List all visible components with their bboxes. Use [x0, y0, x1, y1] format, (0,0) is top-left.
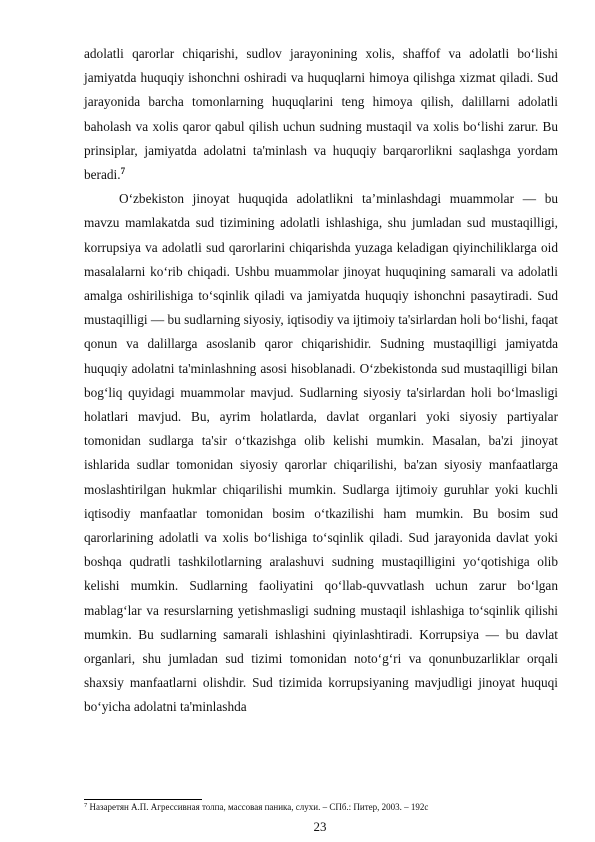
footnote — [84, 801, 558, 813]
footnote-separator — [84, 799, 202, 800]
footnote-reference: 7 — [120, 166, 126, 177]
paragraph-1 — [84, 42, 558, 187]
footnote-text: Назаретян А.П. Агрессивная толпа, массовая паника, слухи. – СПб.: Питер, 2003. – 192с — [89, 802, 429, 812]
paragraph-2: O‘zbekiston jinoyat huquqida adolatlikni ta’minlashdagi muammolar — bu mavzu mamlakatda sud tizimining adolatli ishlashiga, shu jumladan sud mustaqilligi, korrupsiya va adolatli sud qarorlarini chiqarishda yuzaga keladigan qiyinchiliklarga oid masalalarni ko‘rib chiqadi. Ushbu muammolar jinoyat huquqining samarali va adolatli amalga oshirilishiga to‘sqinlik qiladi va jamiyatda huquqiy ishonchni pasaytiradi. Sud mustaqilligi — bu sudlarning siyosiy, iqtisodiy va ijtimoiy ta'sirlardan holi bo‘lishi, faqat qonun va dalillarga asoslanib qaror chiqarishidir. Sudning mustaqilligi jamiyatda huquqiy adolatni ta'minlashning asosi hisoblanadi. O‘zbekistonda sud mustaqilligi bilan bog‘liq quyidagi muammolar mavjud. Sudlarning siyosiy ta'sirlardan holi bo‘lmasligi holatlari mavjud. Bu, ayrim holatlarda, davlat organlari yoki siyosiy partiyalar tomonidan sudlarga ta'sir o‘tkazishga olib kelishi mumkin. Masalan, ba'zi jinoyat ishlarida sudlar tomonidan siyosiy qarorlar chiqarilishi, ba'zan siyosiy manfaatlarga moslashtirilgan hukmlar chiqarilishi mumkin. Sudlarga ijtimoiy guruhlar yoki kuchli iqtisodiy manfaatlar tomonidan bosim o‘tkazilishi ham mumkin. Bu bosim sud qarorlarining adolatli va xolis bo‘lishiga to‘sqinlik qiladi. Sud jarayonida davlat yoki boshqa qudratli tashkilotlarning aralashuvi sudning mustaqilligini yo‘qotishiga olib kelishi mumkin. Sudlarning faoliyatini qo‘llab-quvvatlash uchun zarur bo‘lgan mablag‘lar va resurslarning yetishmasligi sudning mustaqil ishlashiga to‘sqinlik qilishi mumkin. Bu sudlarning samarali ishlashini qiyinlashtiradi. Korrupsiya — bu davlat organlari, shu jumladan sud tizimi tomonidan noto‘g‘ri va qonunbuzarliklar orqali shaxsiy manfaatlarni olishdir. Sud tizimida korrupsiyaning mavjudligi jinoyat huquqi bo‘yicha adolatni ta'minlashda — [84, 191, 558, 715]
paragraph-1-text: adolatli qarorlar chiqarishi, sudlov jarayonining xolis, shaffof va adolatli bo‘lishi jamiyatda huquqiy ishonchni oshiradi va huquqlarni himoya qilishga xizmat qiladi. Sud jarayonida barcha tomonlarning huquqlarini teng himoya qilish, dalillarni adolatli baholash va xolis qaror qabul qilish uchun sudning mustaqil va xolis bo‘lishi zarur. Bu prinsiplar, jamiyatda adolatni ta'minlash va huquqiy barqarorlikni saqlashga yordam beradi. — [84, 46, 558, 183]
footnote-mark: 7 — [84, 802, 88, 809]
body-text — [84, 42, 558, 720]
page-number: 23 — [313, 819, 327, 834]
